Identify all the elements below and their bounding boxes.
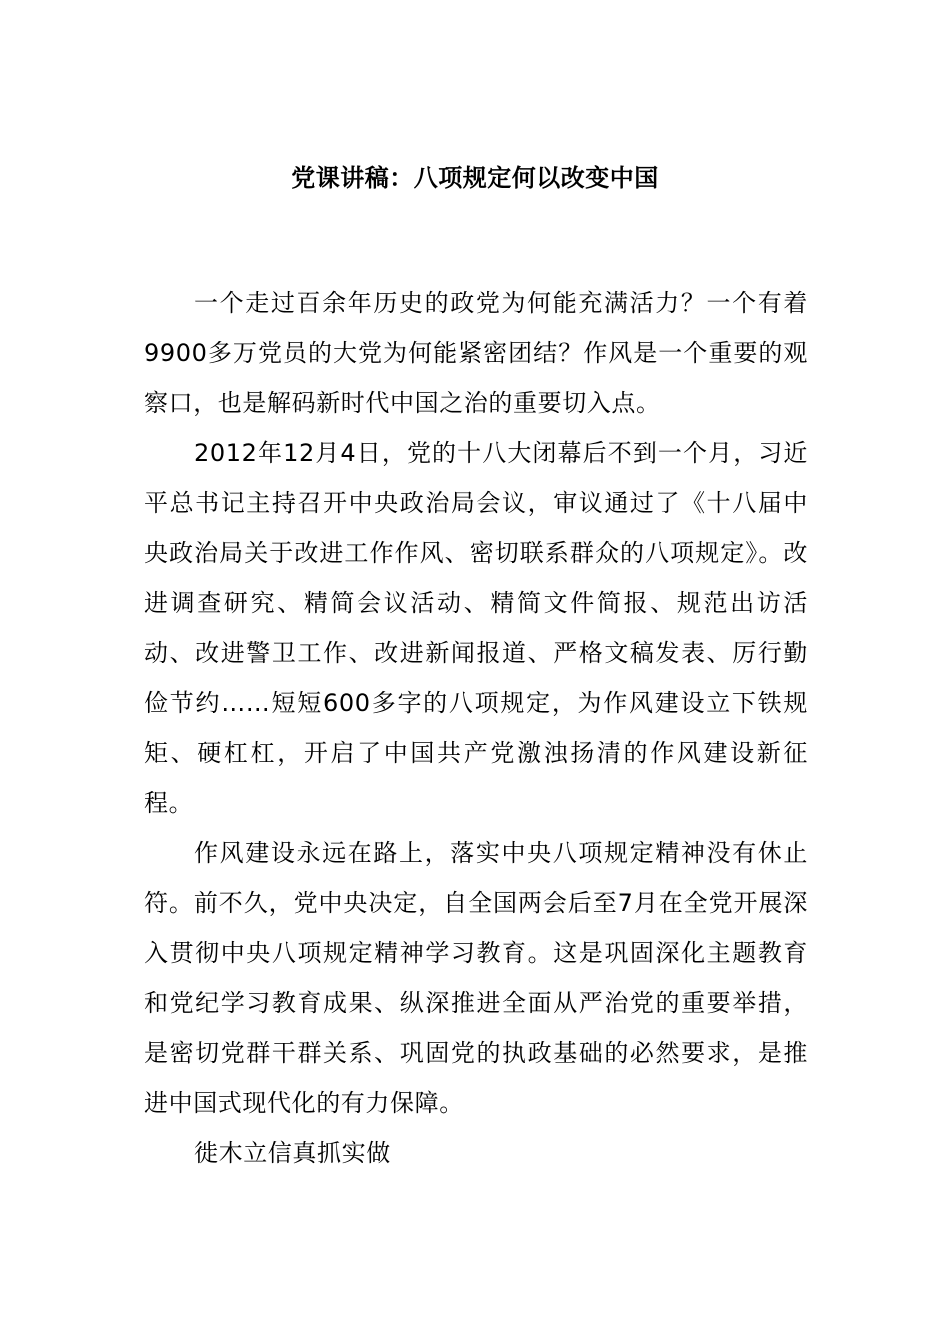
paragraph-history: 2012年12月4日，党的十八大闭幕后不到一个月，习近平总书记主持召开中央政治局会议，审议通过了《十八届中央政治局关于改进工作作风、密切联系群众的八项规定》。改进调查研究、精简会议活动、精简文件简报、规范出访活动、改进警卫工作、改进新闻报道、严格文稿发表、厉行勤俭节约……短短600多字的八项规定，为作风建设立下铁规矩、硬杠杠，开启了中国共产党激浊扬清的作风建设新征程。	[144, 439, 808, 817]
section-heading: 徙木立信真抓实做	[194, 1139, 391, 1167]
paragraph-campaign: 作风建设永远在路上，落实中央八项规定精神没有休止符。前不久，党中央决定，自全国两会后至7月在全党开展深入贯彻中央八项规定精神学习教育。这是巩固深化主题教育和党纪学习教育成果、纵深推进全面从严治党的重要举措，是密切党群干群关系、巩固党的执政基础的必然要求，是推进中国式现代化的有力保障。	[144, 839, 808, 1117]
document-title: 党课讲稿：八项规定何以改变中国	[291, 164, 659, 192]
paragraph-intro: 一个走过百余年历史的政党为何能充满活力？一个有着9900多万党员的大党为何能紧密团结？作风是一个重要的观察口，也是解码新时代中国之治的重要切入点。	[144, 289, 808, 417]
document-body	[144, 278, 808, 1178]
